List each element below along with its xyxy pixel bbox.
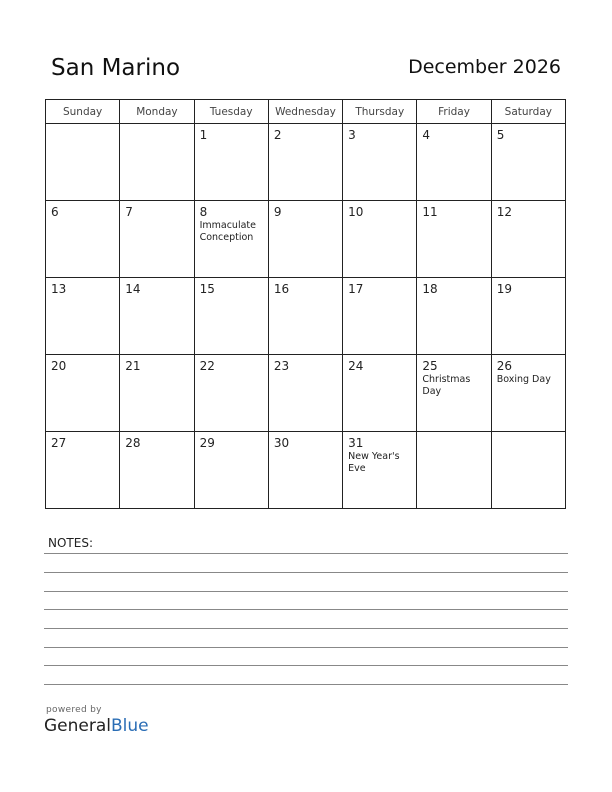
day-cell: [491, 432, 565, 509]
month-year-title: December 2026: [408, 56, 561, 78]
day-number: 23: [273, 359, 290, 373]
day-number: 11: [422, 205, 438, 219]
day-cell: [491, 124, 565, 201]
day-cell: [268, 124, 342, 201]
day-number: 25: [422, 359, 438, 373]
day-number: 30: [273, 436, 290, 450]
day-number: 1: [199, 128, 208, 142]
day-cell: [268, 355, 342, 432]
weekday-header-row: [46, 100, 566, 124]
week-row: [46, 278, 566, 355]
day-number: 6: [51, 205, 59, 219]
day-cell: [268, 432, 342, 509]
holiday-label: Christmas Day: [422, 374, 471, 397]
brand-general: General: [44, 716, 111, 736]
day-number: 16: [273, 282, 290, 296]
weekday-friday: Friday: [417, 100, 491, 124]
week-row: [46, 201, 566, 278]
day-number: 8: [199, 205, 208, 219]
weekday-tuesday: Tuesday: [194, 100, 268, 124]
day-number: 7: [125, 205, 133, 219]
day-number: 21: [125, 359, 141, 373]
day-number: 22: [199, 359, 215, 373]
day-cell: [46, 124, 120, 201]
weekday-monday: Monday: [120, 100, 194, 124]
day-cell: [417, 432, 491, 509]
day-number: 4: [422, 128, 431, 142]
day-cell: [120, 278, 194, 355]
note-line: [44, 591, 568, 592]
day-cell: [417, 355, 491, 432]
day-number: 5: [496, 128, 505, 142]
day-cell: [194, 278, 268, 355]
country-title: San Marino: [51, 55, 181, 81]
note-line: [44, 665, 568, 666]
day-cell: [46, 201, 120, 278]
day-cell: [343, 355, 417, 432]
day-number: 26: [496, 359, 512, 373]
day-cell: [417, 124, 491, 201]
weekday-wednesday: Wednesday: [268, 100, 342, 124]
day-number: 3: [348, 128, 356, 142]
day-cell: [343, 124, 417, 201]
weekday-sunday: Sunday: [46, 100, 120, 124]
week-row: [46, 124, 566, 201]
day-cell: [120, 124, 194, 201]
week-row: [46, 432, 566, 509]
brand-blue: Blue: [111, 716, 149, 736]
day-number: 17: [348, 282, 364, 296]
day-cell: [46, 432, 120, 509]
note-line: [44, 553, 568, 554]
day-number: 29: [199, 436, 215, 450]
day-cell: [120, 432, 194, 509]
day-number: 20: [51, 359, 67, 373]
note-line: [44, 684, 568, 685]
notes-label: NOTES:: [48, 536, 93, 550]
generalblue-logo[interactable]: [44, 716, 149, 736]
weekday-saturday: Saturday: [491, 100, 565, 124]
week-row: [46, 355, 566, 432]
day-cell: [268, 278, 342, 355]
day-number: 24: [348, 359, 364, 373]
day-cell: [491, 355, 565, 432]
note-line: [44, 572, 568, 573]
day-number: 10: [348, 205, 364, 219]
day-number: 27: [51, 436, 67, 450]
calendar-grid: [45, 99, 566, 509]
day-number: 18: [422, 282, 438, 296]
day-number: 19: [496, 282, 512, 296]
day-number: 31: [348, 436, 364, 450]
note-line: [44, 609, 568, 610]
note-line: [44, 628, 568, 629]
note-line: [44, 647, 568, 648]
day-cell: [343, 201, 417, 278]
day-number: 14: [125, 282, 141, 296]
day-cell: [268, 201, 342, 278]
day-number: 15: [199, 282, 215, 296]
day-number: 13: [51, 282, 67, 296]
holiday-label: New Year's Eve: [348, 451, 400, 474]
holiday-label: Immaculate Conception: [199, 220, 256, 243]
day-cell: [194, 432, 268, 509]
day-cell: [194, 355, 268, 432]
day-cell: [417, 278, 491, 355]
day-cell: [120, 355, 194, 432]
day-cell: [120, 201, 194, 278]
day-number: 28: [125, 436, 141, 450]
day-number: 12: [496, 205, 512, 219]
day-cell: [491, 201, 565, 278]
day-cell: [194, 124, 268, 201]
weekday-thursday: Thursday: [343, 100, 417, 124]
day-cell: [46, 355, 120, 432]
powered-by-text: powered by: [46, 705, 102, 715]
day-cell: [417, 201, 491, 278]
day-number: 2: [273, 128, 282, 142]
day-cell: [343, 278, 417, 355]
day-cell: [194, 201, 268, 278]
day-cell: [343, 432, 417, 509]
day-cell: [491, 278, 565, 355]
holiday-label: Boxing Day: [496, 374, 551, 385]
day-cell: [46, 278, 120, 355]
day-number: 9: [273, 205, 282, 219]
